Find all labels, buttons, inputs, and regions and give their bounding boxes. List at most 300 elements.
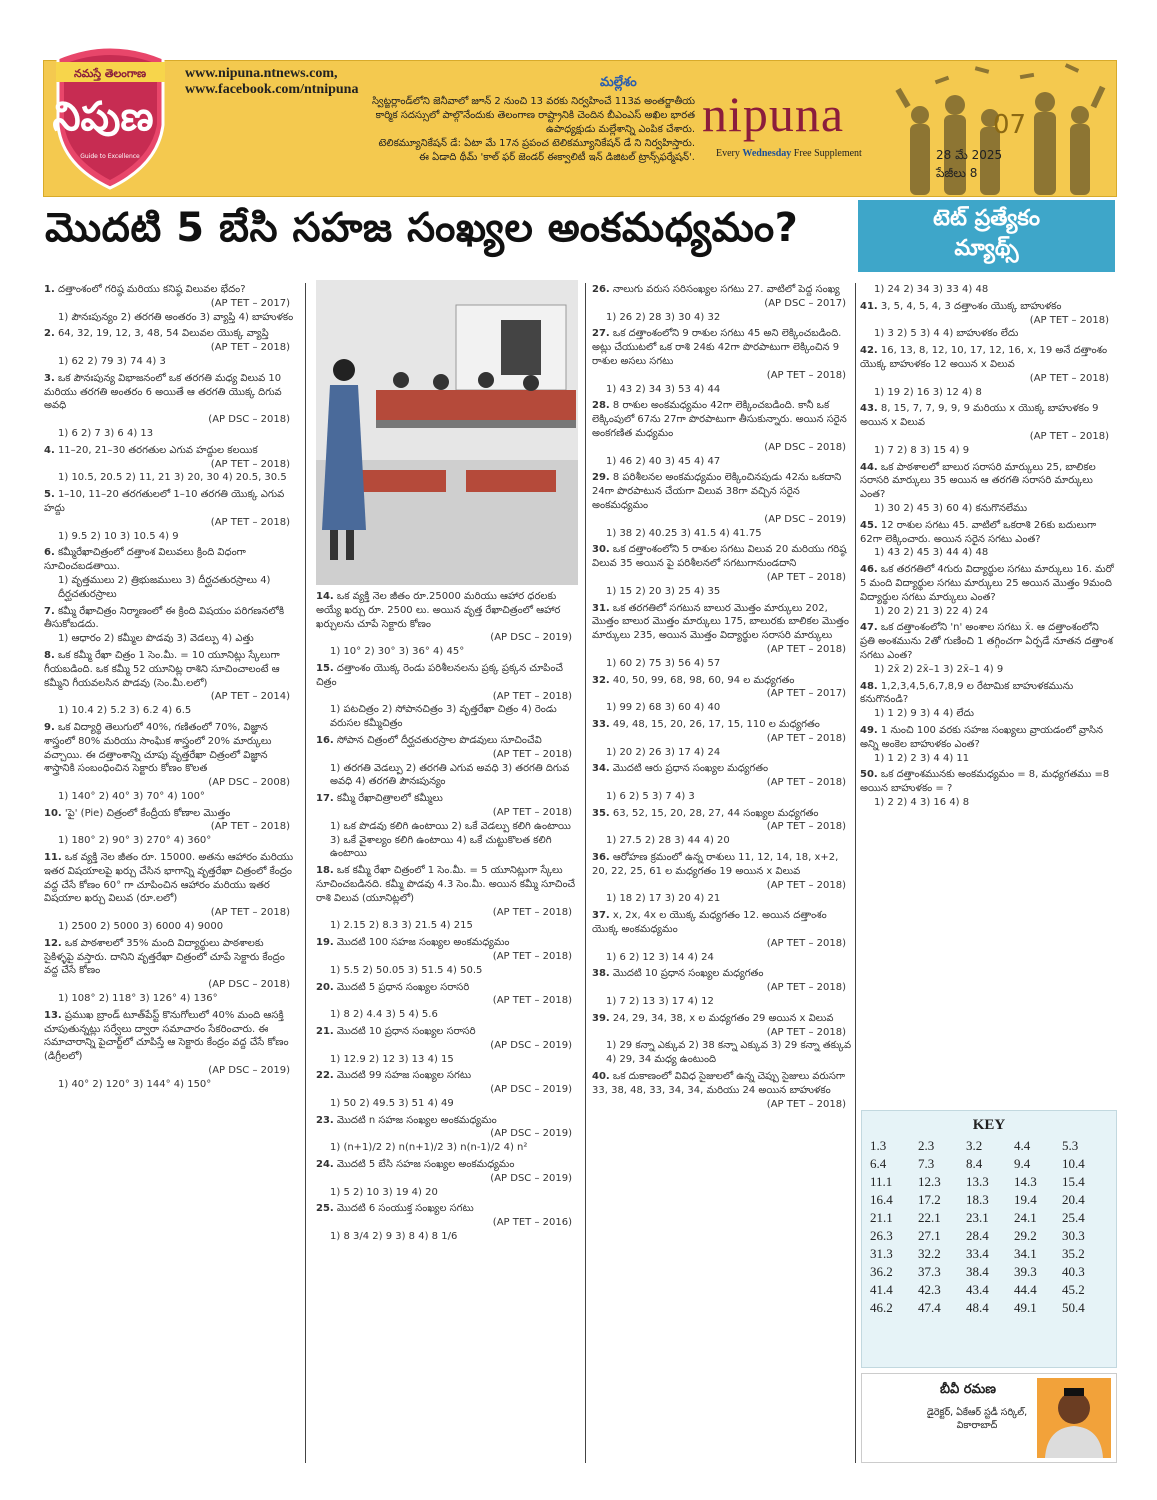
question-body: ప్రముఖ బ్రాండ్ టూత్‌పేస్ట్ కొనుగోలులో 40% మంది ఆసక్తి చూపుతున్నట్లు సర్వేలు ద్వారా సమాచారం సేకరించారు. ఈ సమాచారాన్ని పైచార్ట్‌లో చూపిస్తే ఆ సెక్టారు కేంద్రం వద్ద చేసే కోణం (డిగ్రీలలో) — [44, 1009, 289, 1063]
question-number: 38. — [592, 968, 610, 980]
question-text — [592, 762, 852, 776]
question-body: ఒక దత్తాంశంలోని 'n' అంశాల సగటు x̄. ఆ దత్తాంశంలోని ప్రతి అంశమును 2తో గుణించి 1 తగ్గించగా ఏర్పడే నూతన దత్తాంశ సగటు ఎంత? — [860, 622, 1113, 661]
question-body: 40, 50, 99, 68, 98, 60, 94 ల మధ్యగతం — [609, 674, 795, 686]
question-body: ఒక కమ్మీ రేఖా చిత్రం 1 సెం.మీ. = 10 యూనిట్లు స్కేలుగా గీయబడింది. ఒక కమ్మీ 52 యూనిట్ల రాశిని సూచించాలంటే ఆ కమ్మీని గీయవలసిన పొడవు (సెం.మీ.లలో) — [44, 649, 280, 689]
question-text — [592, 602, 852, 643]
question-body: మొదటి 10 ప్రధాన సంఖ్యల మధ్యగతం — [609, 968, 764, 980]
question-number: 39. — [592, 1012, 610, 1024]
question-item — [592, 399, 852, 468]
question-body: 1–10, 11–20 తరగతులలో 1–10 తరగతి యొక్క ఎగువ హద్దు — [44, 489, 285, 514]
question-source: (AP TET – 2018) — [766, 643, 846, 655]
question-item — [44, 937, 296, 1006]
question-source: (AP DSC – 2019) — [490, 1039, 572, 1051]
question-number: 30. — [592, 544, 610, 556]
question-source: (AP DSC – 2019) — [490, 1128, 572, 1140]
answer-key-item: 1.3 — [870, 1138, 887, 1153]
question-source: (AP TET – 2017) — [210, 297, 290, 309]
question-body: మొదటి ఆరు ప్రధాన సంఖ్యల మధ్యగతం — [609, 763, 769, 775]
question-options: 1) 6 2) 12 3) 14 4) 24 — [606, 951, 714, 963]
question-source: (AP DSC – 2019) — [208, 1065, 290, 1077]
question-item — [592, 909, 852, 964]
question-number: 47. — [860, 622, 878, 634]
question-source: (AP TET – 2018) — [766, 937, 846, 949]
answer-key-item: 12.3 — [918, 1174, 941, 1189]
question-body: 63, 52, 15, 20, 28, 27, 44 సంఖ్యల మధ్యగతం — [609, 807, 819, 819]
question-number: 42. — [860, 345, 878, 357]
question-source: (AP TET – 2018) — [210, 516, 290, 528]
question-source: (AP TET – 2018) — [492, 906, 572, 918]
question-item — [860, 724, 1115, 765]
question-item — [592, 283, 852, 324]
answer-key-item: 2.3 — [918, 1138, 935, 1153]
question-item — [316, 981, 578, 1022]
question-number: 1. — [44, 284, 55, 295]
question-options: 1) 19 2) 16 3) 12 4) 8 — [874, 386, 982, 398]
author-role — [902, 1406, 1052, 1432]
question-number: 3. — [44, 372, 55, 384]
answer-key-item: 5.3 — [1062, 1138, 1079, 1153]
question-item — [592, 967, 852, 1008]
question-options: 1) 20 2) 26 3) 17 4) 24 — [606, 746, 721, 758]
question-body: ఒక దత్తాంశంలోని 5 రాశుల సగటు విలువ 20 మరియు గరిష్ఠ విలువ 35 అయిన పై పరిశీలనలో సగటుగానుండదాని — [592, 544, 847, 570]
question-source: (AP TET – 2018) — [766, 571, 846, 583]
question-number: 46. — [860, 564, 878, 576]
question-item — [44, 807, 296, 848]
question-body: 16, 13, 8, 12, 10, 17, 12, 16, x, 19 అనే దత్తాంశం యొక్క బాహుళకం 12 అయిన x విలువ — [860, 345, 1108, 370]
answer-key-item: 21.1 — [870, 1210, 893, 1225]
question-text — [860, 563, 1115, 604]
question-options: 1) 7 2) 8 3) 15 4) 9 — [874, 444, 970, 456]
question-number: 9. — [44, 721, 55, 733]
answer-key-item: 17.2 — [918, 1192, 941, 1207]
answer-key-item: 32.2 — [918, 1246, 941, 1261]
question-number: 32. — [592, 674, 610, 686]
question-source: (AP TET – 2018) — [210, 458, 290, 470]
news-line: స్విట్జర్లాండ్‌లోని జెనీవాలో జూన్ 2 నుంచి 13 వరకు నిర్వహించే 113వ అంతర్జాతీయ — [371, 96, 695, 107]
question-item — [316, 1114, 578, 1155]
answer-key-item: 3.2 — [966, 1138, 983, 1153]
question-body: మొదటి 99 సహజ సంఖ్యల సగటు — [333, 1070, 472, 1082]
question-source: (AP TET – 2018) — [1029, 372, 1109, 384]
question-number: 7. — [44, 605, 55, 617]
question-options: 1) పటచిత్రం 2) సోపానచిత్రం 3) వృత్తరేఖా చిత్రం 4) రెండు వరుసల కమ్మీచిత్రం — [330, 704, 557, 730]
news-line: ఉపాధ్యక్షుడు మల్లేశాన్ని ఎంపిక చేశారు. — [545, 124, 695, 135]
question-body: మొదటి 6 సంయుక్త సంఖ్యల సగటు — [333, 1203, 474, 1215]
questions-column-2 — [316, 590, 578, 1247]
question-body: 1 నుంచి 100 వరకు సహజ సంఖ్యలు వ్రాయడంలో వ్రాసిన అన్ని అంకెల బాహుళకం ఎంత? — [860, 724, 1104, 750]
question-number: 18. — [316, 865, 334, 877]
question-options: 1) 30 2) 45 3) 60 4) కనుగొనలేము — [874, 502, 1028, 514]
news-line: ఈ ఏడాది థీమ్ 'కాల్ ఫర్ జెండర్ ఈక్వాలిటీ ఇన్ డిజిటల్ ట్రాన్స్‌ఫర్మేషన్'. — [419, 152, 695, 163]
question-body: x, 2x, 4x ల యొక్క మధ్యగతం 12. అయిన దత్తాంశం యొక్క అంకమధ్యమం — [592, 910, 827, 936]
question-text — [592, 967, 852, 981]
page-number: 07 — [993, 110, 1027, 140]
question-body: కమ్మీ రేఖాచిత్రం నిర్మాణంలో ఈ క్రింది విషయం పరిగణనలోకి తీసుకోబడదు. — [44, 605, 285, 631]
question-body: 12 రాశుల సగటు 45. వాటిలో ఒకరాశి 26కు బదులుగా 62గా లెక్కించారు. అయిన సరైన సగటు ఎంత? — [860, 519, 1097, 545]
question-text — [316, 864, 578, 905]
answer-key-item: 13.3 — [966, 1174, 989, 1189]
question-body: మొదటి 100 సహజ సంఖ్యల అంకమధ్యమం — [333, 937, 510, 949]
question-text — [44, 851, 296, 906]
question-body: ఒక పాఠశాలలో బాలుర సరాసరి మార్కులు 25, బాలికల సరాసరి మార్కులు 35 అయిన ఆ తరగతి సరాసరి మార్కులు ఎంత? — [860, 461, 1096, 501]
question-number: 23. — [316, 1114, 334, 1126]
question-item — [592, 543, 852, 598]
question-options: 1) 2 2) 4 3) 16 4) 8 — [874, 796, 970, 808]
question-text — [592, 807, 852, 821]
question-item — [44, 327, 296, 368]
questions-column-3 — [592, 283, 852, 1114]
answer-key-item: 38.4 — [966, 1264, 989, 1279]
answer-key-item: 41.4 — [870, 1282, 893, 1297]
question-item — [316, 1025, 578, 1066]
question-item — [860, 563, 1115, 618]
facebook-link[interactable]: www.facebook.com/ntnipuna — [185, 82, 359, 97]
question-source: (AP DSC – 2017) — [764, 297, 846, 309]
answer-key-item: 29.2 — [1014, 1228, 1037, 1243]
question-body: 8, 15, 7, 7, 9, 9, 9 మరియు x యొక్క బాహుళకం 9 అయిన x విలువ — [860, 403, 1099, 429]
answer-key-item: 40.3 — [1062, 1264, 1085, 1279]
question-number: 40. — [592, 1071, 610, 1083]
question-options: 1) వృత్తములు 2) త్రిభుజములు 3) దీర్ఘచతురస్రాలు 4) దీర్ఘచతురస్రాలు — [58, 574, 271, 600]
answer-key-item: 46.2 — [870, 1300, 893, 1315]
question-item — [44, 283, 296, 324]
question-item — [592, 762, 852, 803]
question-item — [44, 1009, 296, 1092]
answer-key-item: 9.4 — [1014, 1156, 1031, 1171]
question-body: కమ్మీ రేఖాచిత్రాలలో కమ్మీలు — [333, 793, 443, 805]
answer-key-item: 35.2 — [1062, 1246, 1085, 1261]
question-number: 44. — [860, 461, 878, 473]
question-options: 1) 7 2) 13 3) 17 4) 12 — [606, 996, 714, 1008]
question-number: 6. — [44, 547, 55, 559]
question-item — [316, 734, 578, 789]
answer-key — [861, 1110, 1117, 1368]
question-text — [860, 344, 1115, 372]
question-options: 1) తరగతి వెడల్పు 2) తరగతి ఎగువ అవధి 3) తరగతి దిగువ అవధి 4) తరగతి పౌనఃపున్యం — [330, 762, 570, 788]
question-item — [860, 461, 1115, 516]
question-source: (AP TET – 2018) — [210, 907, 290, 919]
question-options: 1) 8 2) 4.4 3) 5 4) 5.6 — [330, 1009, 438, 1021]
question-options: 1) 26 2) 28 3) 30 4) 32 — [606, 311, 721, 323]
question-text — [592, 1070, 852, 1098]
tagline-pre: Every — [716, 148, 743, 159]
question-text — [44, 327, 296, 341]
answer-key-item: 30.3 — [1062, 1228, 1085, 1243]
question-text — [316, 981, 578, 995]
answer-key-item: 14.3 — [1014, 1174, 1037, 1189]
answer-key-item: 42.3 — [918, 1282, 941, 1297]
question-number: 11. — [44, 852, 62, 864]
question-text — [592, 909, 852, 937]
answer-key-item: 27.1 — [918, 1228, 941, 1243]
question-item — [44, 546, 296, 601]
answer-key-item: 44.4 — [1014, 1282, 1037, 1297]
question-source: (AP TET – 2018) — [766, 732, 846, 744]
question-body: 3, 5, 4, 5, 4, 3 దత్తాంశం యొక్క బాహుళకం — [877, 300, 1062, 312]
question-options: 1) 20 2) 21 3) 22 4) 24 — [874, 605, 989, 617]
question-number: 24. — [316, 1159, 334, 1171]
answer-key-item: 22.1 — [918, 1210, 941, 1225]
question-number: 35. — [592, 807, 610, 819]
question-body: ఒక వ్యక్తి నెల జీతం రూ. 15000. అతను ఆహారం మరియు ఇతర విషయాలపై ఖర్చు చేసిన భాగాన్ని వృత్తరేఖా చిత్రంలో కేంద్రం వద్ద చేసే కోణం 60° గా చూపించిన ఆహారం మరియు ఇతర విషయాల ఖర్చు విలువ (రూ.లలో) — [44, 852, 294, 905]
answer-key-item: 36.2 — [870, 1264, 893, 1279]
question-options: 1) 60 2) 75 3) 56 4) 57 — [606, 657, 721, 669]
question-text — [860, 680, 1115, 708]
question-options: 1) 27.5 2) 28 3) 44 4) 20 — [606, 835, 730, 847]
question-item — [592, 718, 852, 759]
question-item — [44, 444, 296, 485]
question-item — [44, 851, 296, 934]
question-options: 1) 24 2) 34 3) 33 4) 48 — [874, 284, 989, 295]
question-source: (AP TET – 2018) — [492, 748, 572, 760]
question-options: 1) 40° 2) 120° 3) 144° 4) 150° — [58, 1078, 212, 1090]
question-text — [592, 399, 852, 440]
answer-key-item: 11.1 — [870, 1174, 893, 1189]
question-options: 1) 180° 2) 90° 3) 270° 4) 360° — [58, 835, 212, 847]
question-body: ఒక పౌనఃపున్య విభాజనంలో ఒక తరగతి మధ్య విలువ 10 మరియు తరగతి అంతరం 6 అయితే ఆ తరగతి యొక్క దిగువ అవధి — [44, 372, 282, 412]
question-source: (AP DSC – 2019) — [490, 632, 572, 644]
question-text — [316, 1025, 578, 1039]
question-options: 1) 43 2) 34 3) 53 4) 44 — [606, 383, 721, 395]
answer-key-item: 43.4 — [966, 1282, 989, 1297]
question-body: దత్తాంశం యొక్క రెండు పరిశీలనలను ప్రక్క ప్రక్కన చూపించే చిత్రం — [316, 662, 564, 688]
question-number: 14. — [316, 591, 334, 602]
question-source: (AP TET – 2014) — [210, 691, 290, 703]
question-text — [44, 1009, 296, 1064]
special-line2: మ్యాథ్స్ — [954, 236, 1019, 261]
question-text — [44, 444, 296, 458]
question-number: 2. — [44, 328, 55, 340]
news-headline: మల్లేశం — [600, 75, 637, 90]
question-number: 41. — [860, 300, 878, 312]
question-source: (AP TET – 2018) — [766, 1098, 846, 1110]
column-divider — [305, 283, 306, 1463]
question-item — [316, 936, 578, 977]
answer-key-title: KEY — [972, 1117, 1006, 1133]
question-body: మొదటి 5 బేసి సహజ సంఖ్యల అంకమధ్యమం — [333, 1159, 515, 1171]
question-options: 1) 8 3/4 2) 9 3) 8 4) 8 1/6 — [330, 1231, 458, 1243]
question-item — [44, 721, 296, 804]
question-text — [44, 721, 296, 776]
author-role-line: వికారాబాద్ — [956, 1420, 998, 1431]
question-options: 1) పౌనఃపున్యం 2) తరగతి అంతరం 3) వ్యాప్తి 4) బాహుళకం — [58, 311, 294, 323]
question-number: 15. — [316, 662, 334, 674]
answer-key-item: 49.1 — [1014, 1300, 1037, 1315]
question-source: (AP TET – 2018) — [1029, 430, 1109, 442]
question-source: (AP TET – 2018) — [766, 369, 846, 381]
question-text — [592, 1012, 852, 1026]
author-box — [861, 1373, 1117, 1463]
question-body: ఒక దత్తాంశమునకు అంకమధ్యమం = 8, మధ్యగతము =8 అయిన బాహుళకం = ? — [860, 769, 1110, 795]
answer-key-item: 37.3 — [918, 1264, 941, 1279]
answer-key-grid — [862, 1134, 1116, 1316]
question-text — [44, 546, 296, 574]
question-number: 48. — [860, 680, 878, 692]
question-options: 1) 46 2) 40 3) 45 4) 47 — [606, 455, 721, 467]
question-item — [592, 851, 852, 906]
question-options: 1) 1 2) 2 3) 4 4) 11 — [874, 752, 970, 764]
question-item — [860, 344, 1115, 399]
question-text — [860, 519, 1115, 547]
logo-top-text: నమస్తే తెలంగాణ — [73, 67, 147, 80]
classroom-photo — [316, 280, 578, 585]
answer-key-item: 15.4 — [1062, 1174, 1085, 1189]
answer-key-item: 47.4 — [918, 1300, 941, 1315]
question-number: 10. — [44, 807, 62, 819]
question-text — [592, 851, 852, 879]
answer-key-item: 23.1 — [966, 1210, 989, 1225]
question-text — [316, 1158, 578, 1172]
question-item — [592, 471, 852, 540]
question-source: (AP TET – 2016) — [492, 1217, 572, 1229]
question-item — [592, 602, 852, 671]
question-body: 1,2,3,4,5,6,7,8,9 ల రేటామిక బాహుళకమును కనుగొనండి? — [860, 680, 1074, 706]
question-text — [44, 649, 296, 690]
answer-key-item: 4.4 — [1014, 1138, 1031, 1153]
question-body: 8 పరిశీలనల అంకమధ్యమం లెక్కించినపుడు 42ను ఒకదాని 24గా పొరపాటున చేయగా విలువ 38గా వచ్చిన సరైన అంకమధ్యమం — [592, 472, 842, 511]
question-item — [316, 792, 578, 861]
question-body: ఒక వ్యక్తి నెల జీతం రూ.25000 మరియు ఆహార ధరలకు అయ్యే ఖర్చు రూ. 2500 లు. అయిన వృత్త రేఖాచిత్రంలో ఆహార ఖర్చులను చూపే సెక్టారు కోణం — [316, 591, 561, 630]
question-item — [44, 488, 296, 543]
question-options: 1) (n+1)/2 2) n(n+1)/2 3) n(n-1)/2 4) n² — [330, 1142, 528, 1154]
question-source: (AP TET – 2018) — [766, 1026, 846, 1038]
question-body: ఒక పాఠశాలలో 35% మంది విద్యార్థులు పాఠశాలకు సైకిళ్ళపై వస్తారు. దానిని వృత్తరేఖా చిత్రంలో చూపే సెక్టారు కేంద్రం వద్ద చేసే కోణం — [44, 937, 285, 977]
question-number: 16. — [316, 734, 334, 746]
question-options: 1) ఆధారం 2) కమ్మీల పొడవు 3) వెడల్పు 4) ఎత్తు — [58, 633, 254, 645]
question-source: (AP DSC – 2018) — [208, 979, 290, 991]
question-text — [592, 543, 852, 571]
question-options: 1) 2500 2) 5000 3) 6000 4) 9000 — [58, 921, 224, 933]
question-number: 13. — [44, 1009, 62, 1021]
question-text — [592, 283, 852, 297]
brand-tagline — [716, 148, 862, 159]
question-source: (AP TET – 2018) — [492, 806, 572, 818]
question-options: 1) 12.9 2) 12 3) 13 4) 15 — [330, 1053, 454, 1065]
question-options: 1) 10° 2) 30° 3) 36° 4) 45° — [330, 646, 465, 658]
question-number: 8. — [44, 649, 55, 661]
answer-key-item: 50.4 — [1062, 1300, 1085, 1315]
question-body: మొదటి n సహజ సంఖ్యల అంకమధ్యమం — [333, 1114, 497, 1126]
question-body: 'పై' (Pie) చిత్రంలో కేంద్రీయ కోణాల మొత్తం — [61, 807, 231, 819]
question-text — [316, 734, 578, 748]
question-options: 1) 140° 2) 40° 3) 70° 4) 100° — [58, 790, 205, 802]
question-source: (AP TET – 2018) — [210, 821, 290, 833]
question-source: (AP DSC – 2018) — [764, 441, 846, 453]
question-number: 31. — [592, 602, 610, 614]
question-options: 1) 5.5 2) 50.05 3) 51.5 4) 50.5 — [330, 964, 483, 976]
question-body: ఒక కమ్మీ రేఖా చిత్రంలో 1 సెం.మీ. = 5 యూనిట్లుగా స్కేలు సూచించబడినది. కమ్మీ పొడవు 4.3 సెం.మీ. అయిన కమ్మీ సూచించే రాశి విలువ (యూనిట్లలో) — [316, 865, 576, 904]
page-title: మొదటి 5 బేసి సహజ సంఖ్యల అంకమధ్యమం? — [45, 205, 799, 251]
question-body: ఒక తరగతిలో 4గురు విద్యార్థుల సగటు మార్కులు 16. మరో 5 మంది విద్యార్థుల సగటు మార్కులు 25 అయిన మొత్తం 9మంది విద్యార్థుల సగటు మార్కులు ఎంత? — [860, 564, 1114, 603]
question-number: 45. — [860, 519, 878, 531]
question-item — [44, 649, 296, 718]
tagline-day: Wednesday — [742, 148, 792, 159]
answer-key-item: 16.4 — [870, 1192, 893, 1207]
question-item — [44, 605, 296, 646]
question-options: 1) ఒక పొడవు కలిగి ఉంటాయి 2) ఒకే వెడల్పు కలిగి ఉంటాయి 3) ఒకే వైశాల్యం కలిగి ఉంటాయి 4) ఒకే చుట్టుకొలత కలిగి ఉంటాయి — [330, 820, 571, 860]
question-options: 1) 15 2) 20 3) 25 4) 35 — [606, 585, 721, 597]
answer-key-item: 28.4 — [966, 1228, 989, 1243]
question-options: 1) 50 2) 49.5 3) 51 4) 49 — [330, 1097, 454, 1109]
question-text — [44, 937, 296, 978]
question-text — [316, 1114, 578, 1128]
question-number: 28. — [592, 400, 610, 412]
question-options: 1) 29 కన్నా ఎక్కువ 2) 38 కన్నా ఎక్కువ 3) 29 కన్నా తక్కువ 4) 29, 34 మధ్య ఉంటుంది — [606, 1040, 852, 1066]
answer-key-item: 20.4 — [1062, 1192, 1085, 1207]
website-link[interactable]: www.nipuna.ntnews.com, — [185, 66, 338, 81]
question-body: ఒక దుకాణంలో వివిధ సైజులలో ఉన్న చెప్పు సైజులు వరుసగా 33, 38, 48, 33, 34, 34, మరియు 24 అయిన బాహుళకం — [592, 1071, 846, 1096]
special-line1: టెట్ ప్రత్యేకం — [933, 206, 1040, 231]
question-source: (AP DSC – 2019) — [490, 1172, 572, 1184]
question-options: 1) 38 2) 40.25 3) 41.5 4) 41.75 — [606, 527, 762, 539]
question-text — [316, 792, 578, 806]
question-options: 1) 6 2) 5 3) 7 4) 3 — [606, 790, 695, 802]
question-text — [860, 402, 1115, 430]
question-text — [44, 372, 296, 413]
question-item — [316, 864, 578, 933]
question-number: 20. — [316, 981, 334, 993]
question-number: 50. — [860, 769, 878, 781]
question-source: (AP DSC – 2008) — [208, 777, 290, 789]
question-source: (AP TET – 2018) — [492, 690, 572, 702]
question-source: (AP TET – 2018) — [766, 982, 846, 994]
question-number: 34. — [592, 763, 610, 775]
question-item — [44, 372, 296, 441]
question-text — [316, 1069, 578, 1083]
answer-key-item: 8.4 — [966, 1156, 983, 1171]
question-number: 33. — [592, 718, 610, 730]
questions-column-4 — [860, 283, 1115, 813]
question-number: 12. — [44, 937, 62, 949]
question-text — [592, 471, 852, 512]
question-number: 49. — [860, 724, 878, 736]
question-number: 43. — [860, 403, 878, 415]
question-body: కమ్మీరేఖాచిత్రంలో దత్తాంశ విలువలు క్రింది విధంగా సూచించబడతాయి. — [44, 547, 246, 573]
question-text — [592, 327, 852, 368]
question-number: 21. — [316, 1025, 334, 1037]
question-options: 1) 2.15 2) 8.3 3) 21.5 4) 215 — [330, 920, 473, 932]
answer-key-item: 26.3 — [870, 1228, 893, 1243]
question-text — [316, 590, 578, 631]
question-number: 17. — [316, 793, 334, 805]
question-item — [860, 768, 1115, 809]
question-item — [592, 327, 852, 396]
news-brief — [305, 95, 695, 165]
question-text — [44, 605, 296, 633]
question-text — [44, 488, 296, 516]
question-text — [860, 621, 1115, 662]
question-source: (AP TET – 2018) — [766, 777, 846, 789]
answer-key-item: 31.3 — [870, 1246, 893, 1261]
answer-key-item: 39.3 — [1014, 1264, 1037, 1279]
question-body: 24, 29, 34, 38, x ల మధ్యగతం 29 అయిన x విలువ — [609, 1012, 834, 1024]
question-item — [316, 590, 578, 659]
question-item — [316, 1202, 578, 1243]
question-options: 1) 2x̄ 2) 2x̄–1 3) 2x̄–1 4) 9 — [874, 663, 1004, 675]
question-body: ఆరోహణ క్రమంలో ఉన్న రాశులు 11, 12, 14, 18, x+2, 20, 22, 25, 61 ల మధ్యగతం 19 అయిన x విలువ — [592, 852, 839, 877]
question-body: ఒక విద్యార్థి తెలుగులో 40%, గణితంలో 70%, విజ్ఞాన శాస్త్రంలో 80% మరియు సాంఘిక శాస్త్రంలో 20% మార్కులు వచ్చాయి. ఈ దత్తాంశాన్ని చూపు వృత్తరేఖా చిత్రంలో విజ్ఞాన శాస్త్రానికి సంబంధించిన సెక్టారు కోణం కొలత — [44, 721, 272, 775]
question-options: 1) 62 2) 79 3) 74 4) 3 — [58, 355, 166, 367]
logo-subtext: Guide to Excellence — [80, 153, 140, 160]
column-divider — [855, 283, 856, 1463]
question-body: 64, 32, 19, 12, 3, 48, 54 విలువల యొక్క వ్యాప్తి — [54, 328, 269, 340]
answer-key-item: 24.1 — [1014, 1210, 1037, 1225]
question-number: 37. — [592, 910, 610, 922]
question-text — [860, 300, 1115, 314]
question-text — [316, 936, 578, 950]
issue-date: 28 మే 2025 — [936, 148, 1003, 162]
question-source: (AP TET – 2018) — [1029, 314, 1109, 326]
